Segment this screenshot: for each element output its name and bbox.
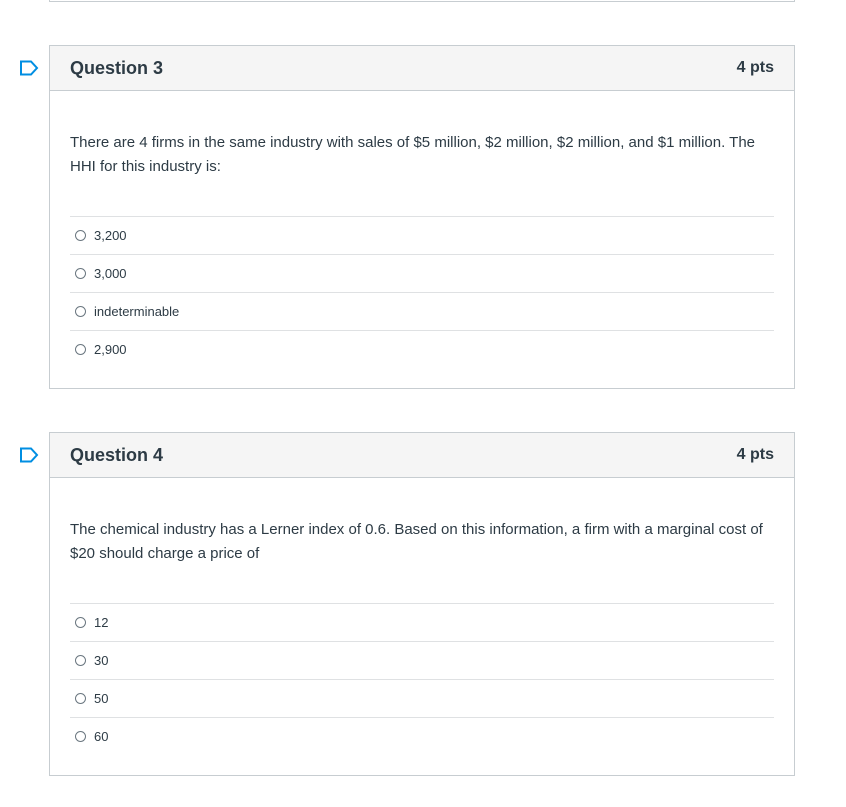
question-header bbox=[50, 46, 794, 91]
flag-icon[interactable] bbox=[19, 60, 39, 76]
question-header bbox=[50, 433, 794, 478]
radio-button[interactable] bbox=[75, 268, 86, 279]
radio-button[interactable] bbox=[75, 230, 86, 241]
radio-button[interactable] bbox=[75, 617, 86, 628]
answer-label: 2,900 bbox=[94, 342, 127, 357]
question-text: The chemical industry has a Lerner index of 0.6. Based on this information, a firm with a marginal cost of $20 should charge a price of bbox=[70, 521, 763, 562]
answer-label: 12 bbox=[94, 615, 109, 630]
radio-button[interactable] bbox=[75, 693, 86, 704]
answer-option[interactable] bbox=[70, 216, 774, 254]
radio-button[interactable] bbox=[75, 344, 86, 355]
question-3 bbox=[49, 45, 795, 389]
question-points: 4 pts bbox=[736, 446, 774, 463]
flag-icon[interactable] bbox=[19, 447, 39, 463]
answer-label: 60 bbox=[94, 729, 109, 744]
question-text: There are 4 firms in the same industry with sales of $5 million, $2 million, $2 million, and $1 million. The HHI for this industry is: bbox=[70, 134, 756, 175]
radio-button[interactable] bbox=[75, 655, 86, 666]
answer-list bbox=[70, 216, 774, 368]
answer-option[interactable] bbox=[70, 292, 774, 330]
answer-label: 30 bbox=[94, 653, 109, 668]
question-4 bbox=[49, 432, 795, 776]
answer-label: indeterminable bbox=[94, 304, 180, 319]
answer-option[interactable] bbox=[70, 717, 774, 755]
question-title: Question 4 bbox=[70, 444, 164, 465]
answer-option[interactable] bbox=[70, 330, 774, 368]
answer-label: 50 bbox=[94, 691, 109, 706]
answer-label: 3,000 bbox=[94, 266, 127, 281]
question-points: 4 pts bbox=[736, 59, 774, 76]
answer-list bbox=[70, 603, 774, 755]
radio-button[interactable] bbox=[75, 731, 86, 742]
answer-label: 3,200 bbox=[94, 228, 127, 243]
answer-option[interactable] bbox=[70, 679, 774, 717]
answer-option[interactable] bbox=[70, 641, 774, 679]
radio-button[interactable] bbox=[75, 306, 86, 317]
question-title: Question 3 bbox=[70, 57, 164, 78]
answer-option[interactable] bbox=[70, 254, 774, 292]
answer-option[interactable] bbox=[70, 603, 774, 641]
previous-question-bottom-edge bbox=[49, 0, 795, 2]
